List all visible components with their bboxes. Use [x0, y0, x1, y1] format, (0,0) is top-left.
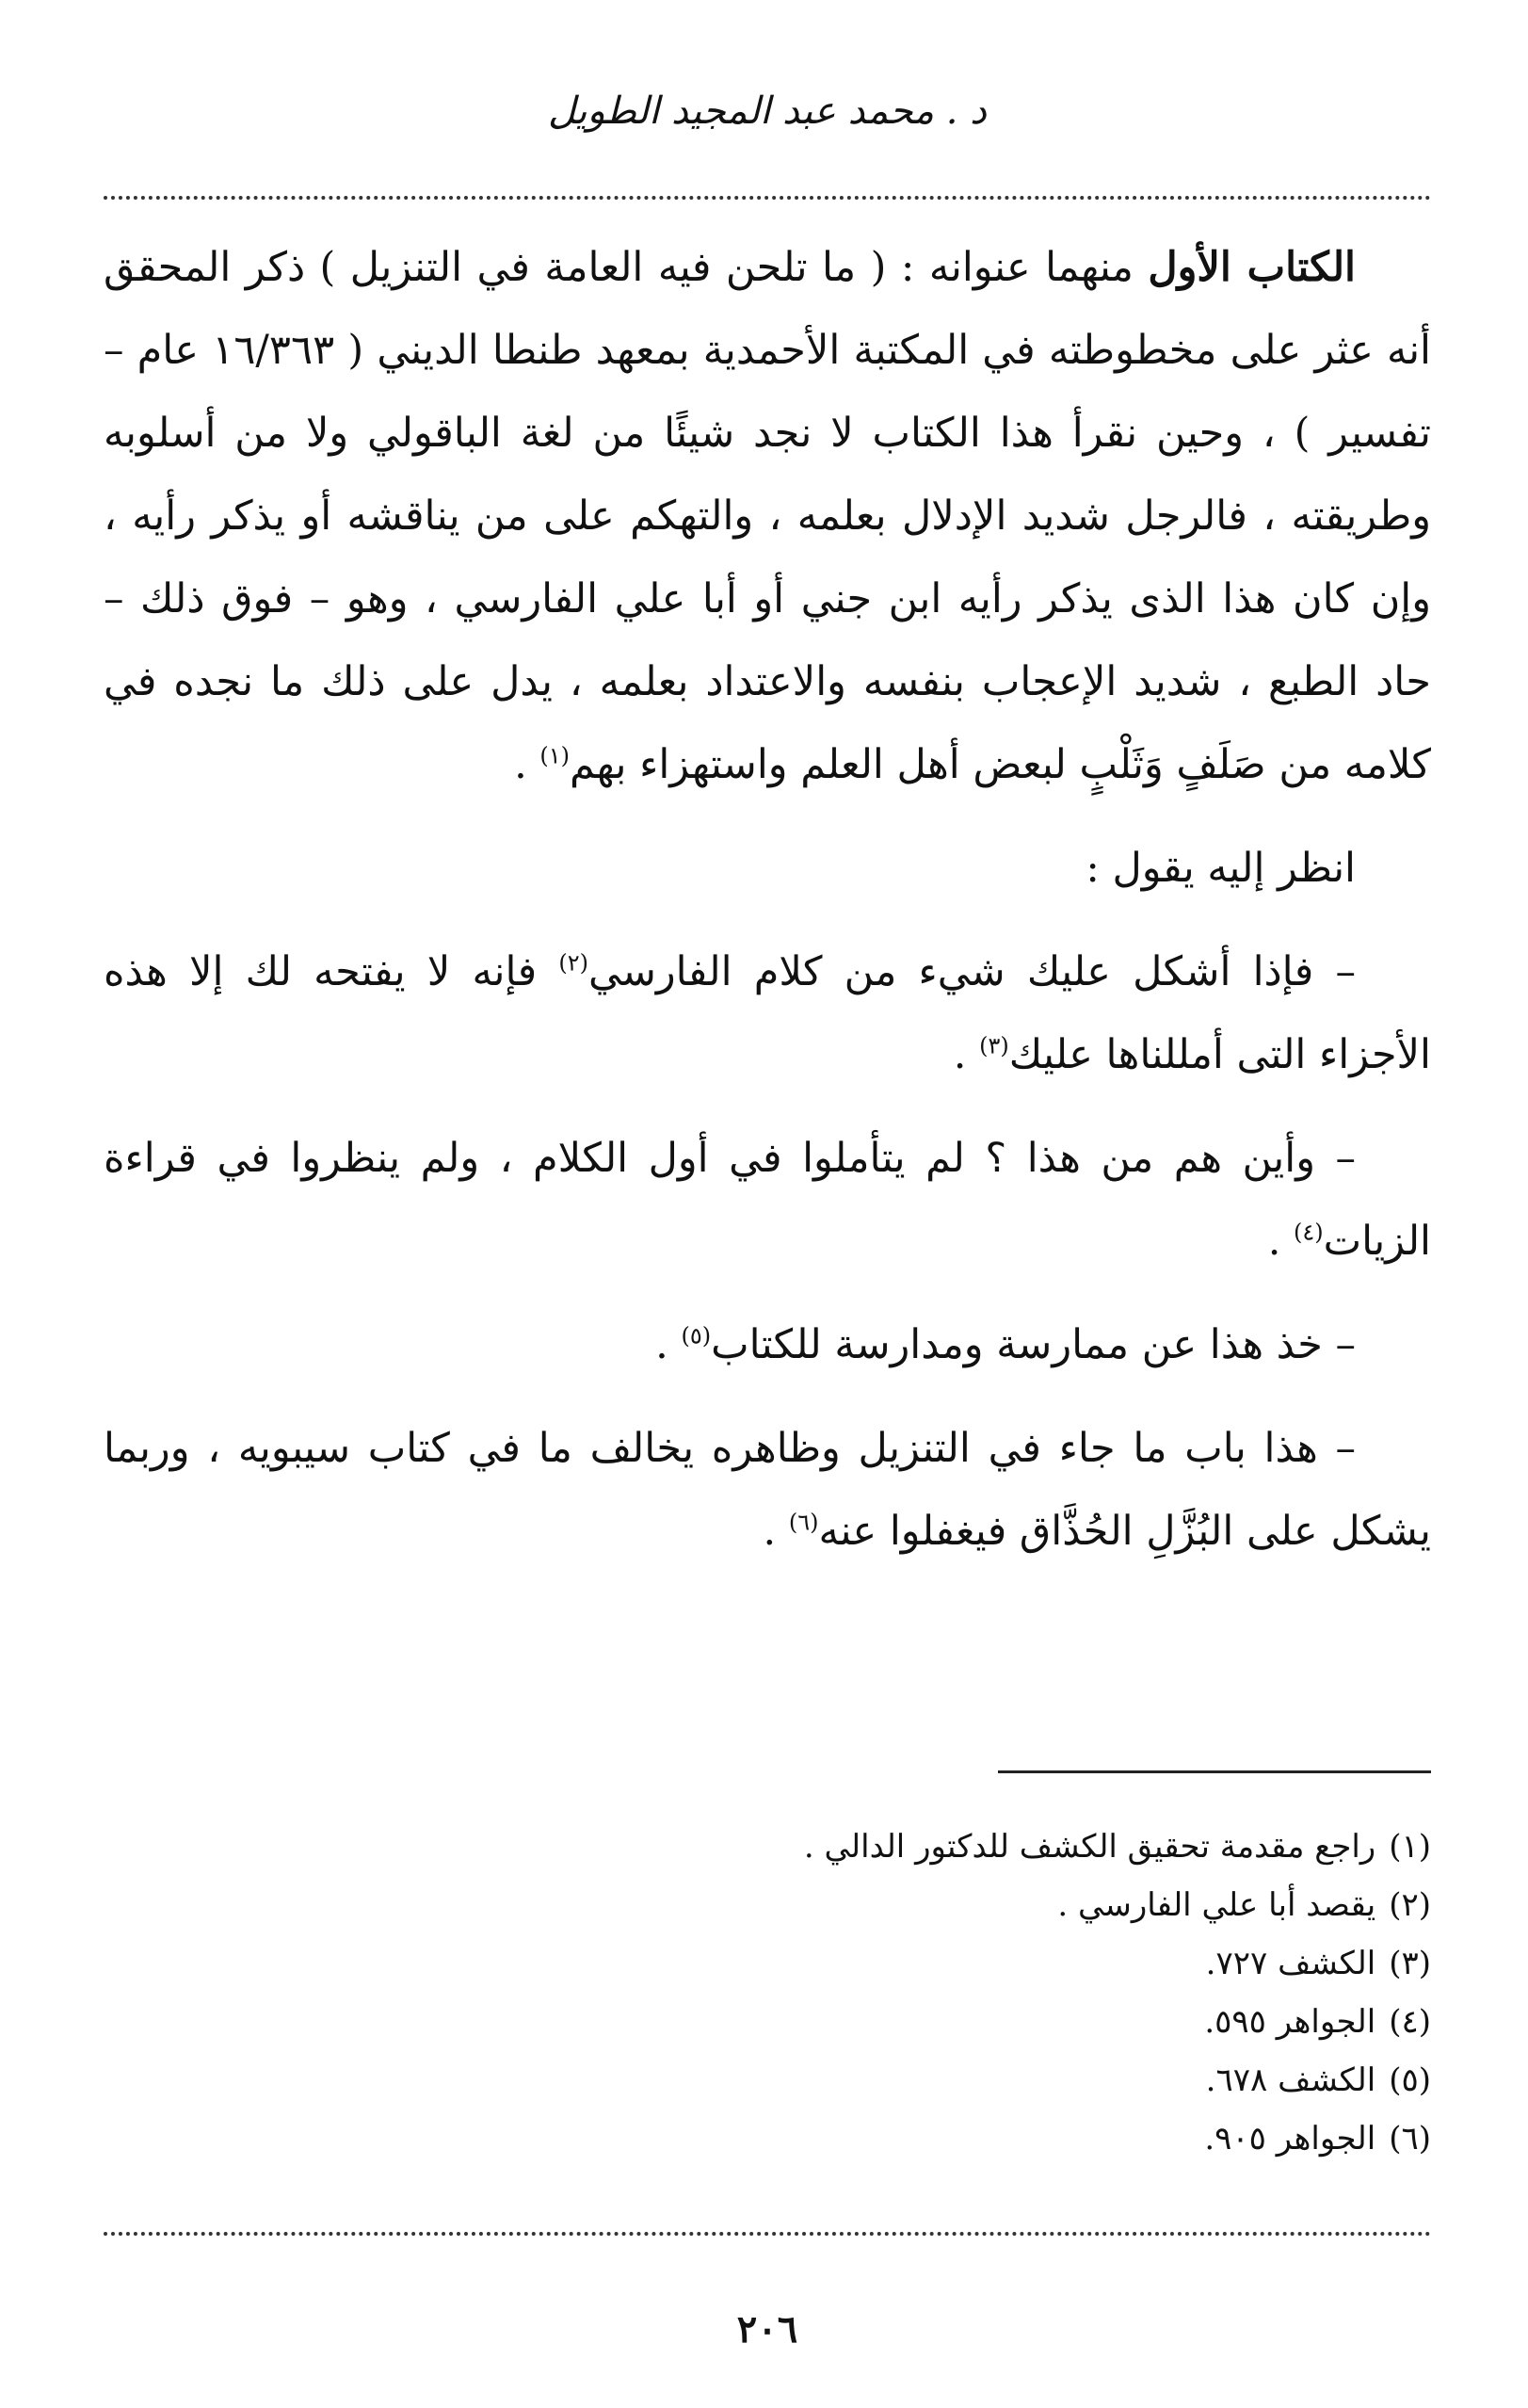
footnote-text: الكشف ٦٧٨.	[1205, 2061, 1376, 2099]
footnote-ref-6[interactable]: (٦)	[788, 1509, 819, 1536]
quote-end: .	[953, 1031, 980, 1078]
footer-divider	[104, 2232, 1431, 2236]
quote-text: – خذ هذا عن ممارسة ومدارسة للكتاب	[711, 1321, 1356, 1368]
footnote-6	[104, 2109, 1431, 2168]
footnote-ref-3[interactable]: (٣)	[979, 1032, 1009, 1059]
footnote-text: يقصد أبا علي الفارسي .	[1057, 1886, 1376, 1924]
footnote-number: (٢)	[1389, 1886, 1431, 1924]
footnote-ref-4[interactable]: (٤)	[1294, 1219, 1324, 1246]
footnote-ref-1[interactable]: (١)	[539, 742, 571, 769]
quote-text: – هذا باب ما جاء في التنزيل وظاهره يخالف ما في كتاب سيبويه ، وربما يشكل على البُزَّلِ الحُذَّاق فيغفلوا عنه	[104, 1425, 1431, 1555]
footnote-2	[104, 1876, 1431, 1934]
paragraph-text: منهما عنوانه : ( ما تلحن فيه العامة في التنزيل ) ذكر المحقق أنه عثر على مخطوطته في المكتبة الأحمدية بمعهد طنطا الديني ( ١٦/٣٦٣ عام – تفسير ) ، وحين نقرأ هذا الكتاب لا نجد شيئًا من لغة الباقولي ولا من أسلوبه وطريقته ، فالرجل شديد الإدلال بعلمه ، والتهكم على من يناقشه أو يذكر رأيه ، وإن كان هذا الذى يذكر رأيه ابن جني أو أبا علي الفارسي ، وهو – فوق ذلك – حاد الطبع ، شديد الإعجاب بنفسه والاعتداد بعلمه ، يدل على ذلك ما نجده في كلامه من صَلَفٍ وَثَلْبٍ لبعض أهل العلم واستهزاء بهم	[104, 244, 1431, 788]
footnote-ref-5[interactable]: (٥)	[681, 1322, 712, 1349]
quote-3	[104, 1303, 1431, 1386]
book-page	[104, 0, 1431, 2408]
quote-text-continued: فإنه لا يفتحه لك إلا هذه الأجزاء التى أمللناها عليك	[104, 948, 1431, 1078]
paragraph-1	[104, 226, 1431, 806]
paragraph-lead-word: الكتاب الأول	[1148, 244, 1356, 291]
running-header-author: د . محمد عبد المجيد الطويل	[548, 89, 987, 133]
footnote-text: الكشف ٧٢٧.	[1205, 1945, 1376, 1982]
footnote-number: (٣)	[1389, 1945, 1431, 1982]
footnote-divider	[998, 1770, 1431, 1773]
page-number: ٢٠٦	[736, 2307, 798, 2351]
quote-text: – وأين هم من هذا ؟ لم يتأملوا في أول الكلام ، ولم ينظروا في قراءة الزيات	[104, 1135, 1431, 1265]
footnote-1	[104, 1818, 1431, 1876]
quote-4	[104, 1407, 1431, 1573]
main-text	[104, 226, 1431, 1573]
footnotes	[104, 1818, 1431, 2168]
footnote-number: (١)	[1389, 1828, 1431, 1866]
quote-end: .	[655, 1321, 682, 1368]
footnote-text: الجواهر ٥٩٥.	[1204, 2003, 1376, 2041]
paragraph-end: .	[514, 741, 540, 788]
quote-end: .	[763, 1508, 789, 1555]
footnote-ref-2[interactable]: (٢)	[558, 949, 588, 977]
footnote-number: (٤)	[1389, 2003, 1431, 2041]
footnote-4	[104, 1993, 1431, 2051]
footnote-text: راجع مقدمة تحقيق الكشف للدكتور الدالي .	[803, 1828, 1376, 1866]
quote-text: – فإذا أشكل عليك شيء من كلام الفارسي	[587, 948, 1356, 995]
quote-end: .	[1267, 1218, 1295, 1265]
header-divider	[104, 196, 1431, 200]
footnote-number: (٥)	[1389, 2061, 1431, 2099]
footnote-3	[104, 1934, 1431, 1993]
footnote-5	[104, 2051, 1431, 2109]
footnote-text: الجواهر ٩٠٥.	[1204, 2120, 1376, 2158]
quote-1	[104, 930, 1431, 1096]
intro-line: انظر إليه يقول :	[1086, 845, 1356, 892]
quote-2	[104, 1117, 1431, 1283]
footnote-number: (٦)	[1389, 2120, 1431, 2158]
